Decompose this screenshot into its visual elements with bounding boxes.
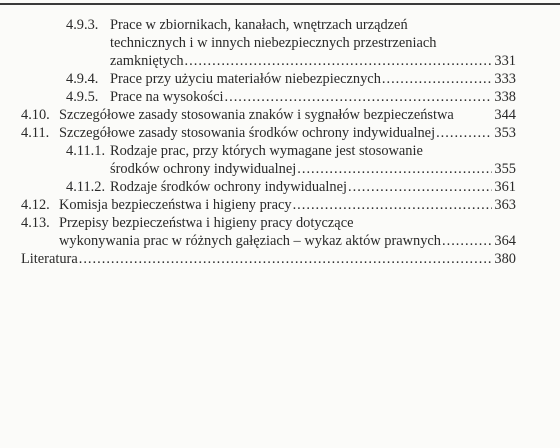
toc-page-number: 353 xyxy=(494,125,516,141)
dot-leader xyxy=(382,70,493,88)
toc-entry-title-continued: zamkniętych xyxy=(110,53,184,69)
toc-entry-number: 4.11. xyxy=(21,125,50,141)
dot-leader xyxy=(293,196,493,214)
toc-entry-number: 4.12. xyxy=(21,197,50,213)
toc-entry-title: Szczegółowe zasady stosowania środków ochrony indywidualnej xyxy=(59,125,436,141)
toc-entry-number: 4.10. xyxy=(21,107,50,123)
toc-entry-line xyxy=(66,16,516,34)
toc-entry-line xyxy=(110,160,516,178)
toc-page-number: 355 xyxy=(494,161,516,177)
dot-leader xyxy=(297,160,492,178)
toc-entry-title: Literatura xyxy=(21,251,78,267)
toc-entry-line xyxy=(21,124,516,142)
toc-entry-line xyxy=(21,196,516,214)
toc-entry-line xyxy=(66,178,516,196)
toc-entry-title: Prace na wysokości xyxy=(110,89,224,105)
toc-page-number: 344 xyxy=(494,107,516,123)
toc-entry-line xyxy=(66,70,516,88)
toc-entry-number: 4.13. xyxy=(21,215,50,231)
toc-entry-number: 4.11.1. xyxy=(66,143,106,159)
toc-entry-number: 4.9.3. xyxy=(66,17,99,33)
toc-entry-title: Komisja bezpieczeństwa i higieny pracy xyxy=(59,197,292,213)
toc-entry-line xyxy=(110,52,516,70)
toc-page-number: 333 xyxy=(494,71,516,87)
toc-entry-title-continued: technicznych i w innych niebezpiecznych przestrzeniach xyxy=(110,35,437,51)
toc-entry-title: Szczegółowe zasady stosowania znaków i sygnałów bezpieczeństwa xyxy=(59,107,454,123)
toc-entry-title: Prace w zbiornikach, kanałach, wnętrzach urządzeń xyxy=(110,17,408,33)
toc-entry-title: Prace przy użyciu materiałów niebezpiecznych xyxy=(110,71,381,87)
toc-entry-number: 4.9.5. xyxy=(66,89,99,105)
dot-leader xyxy=(225,88,493,106)
dot-leader xyxy=(442,232,492,250)
dot-leader xyxy=(79,250,493,268)
toc-page-number: 380 xyxy=(494,251,516,267)
toc-page-number: 361 xyxy=(494,179,516,195)
toc-entry-line xyxy=(110,34,516,52)
toc-entry-title: Przepisy bezpieczeństwa i higieny pracy dotyczące xyxy=(59,215,354,231)
toc-entry-title-continued: wykonywania prac w różnych gałęziach – wykaz aktów prawnych xyxy=(59,233,441,249)
toc-entry-number: 4.9.4. xyxy=(66,71,99,87)
toc-entry-line xyxy=(21,106,516,124)
toc-page-number: 338 xyxy=(494,89,516,105)
toc-entry-line xyxy=(21,250,516,268)
toc-page-number: 364 xyxy=(494,233,516,249)
toc-entry-number: 4.11.2. xyxy=(66,179,106,195)
dot-leader xyxy=(185,52,493,70)
dot-leader xyxy=(436,124,492,142)
toc-entry-title-continued: środków ochrony indywidualnej xyxy=(110,161,297,177)
toc-entry-title: Rodzaje prac, przy których wymagane jest stosowanie xyxy=(110,143,423,159)
toc-page-number: 331 xyxy=(494,53,516,69)
dot-leader xyxy=(348,178,492,196)
toc-entry-title: Rodzaje środków ochrony indywidualnej xyxy=(110,179,347,195)
toc-entry-line xyxy=(59,232,516,250)
toc-page-number: 363 xyxy=(494,197,516,213)
toc-entry-line xyxy=(66,88,516,106)
toc-entry-line xyxy=(66,142,516,160)
toc-entry-line xyxy=(21,214,516,232)
